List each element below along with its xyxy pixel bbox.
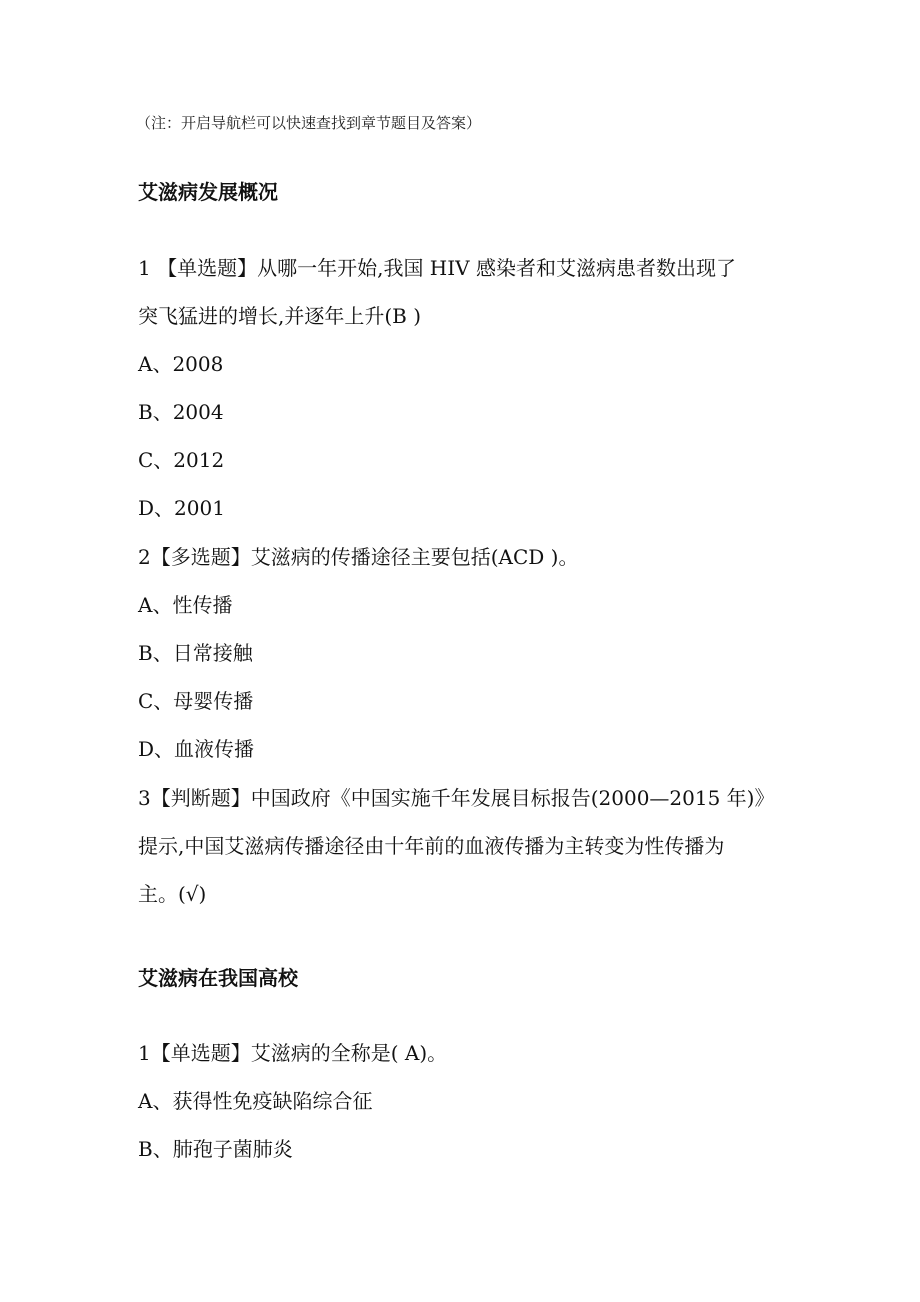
question-text: 提示,中国艾滋病传播途径由十年前的血液传播为主转变为性传播为 [138,834,725,858]
answer-option: D、2001 [138,496,225,520]
question-text: 突飞猛进的增长,并逐年上升(B ) [138,304,422,328]
question-text: 3【判断题】中国政府《中国实施千年发展目标报告(2000—2015 年)》 [138,786,775,810]
answer-option: A、性传播 [138,593,233,617]
question-text: 2【多选题】艾滋病的传播途径主要包括(ACD )。 [138,545,579,569]
answer-option: D、血液传播 [138,737,255,761]
answer-option: B、肺孢子菌肺炎 [138,1137,293,1161]
question-text: 1 【单选题】从哪一年开始,我国 HIV 感染者和艾滋病患者数出现了 [138,256,736,280]
question-text: 1【单选题】艾滋病的全称是( A)。 [138,1041,448,1065]
answer-option: A、获得性免疫缺陷综合征 [138,1089,373,1113]
answer-option: C、2012 [138,448,225,472]
section-heading: 艾滋病发展概况 [138,180,278,204]
answer-option: B、日常接触 [138,641,253,665]
question-text: 主。(√) [138,882,207,906]
section-heading: 艾滋病在我国高校 [138,966,298,990]
answer-option: B、2004 [138,400,224,424]
answer-option: C、母婴传播 [138,689,254,713]
navigation-note: （注：开启导航栏可以快速查找到章节题目及答案） [136,114,482,132]
answer-option: A、2008 [138,352,224,376]
